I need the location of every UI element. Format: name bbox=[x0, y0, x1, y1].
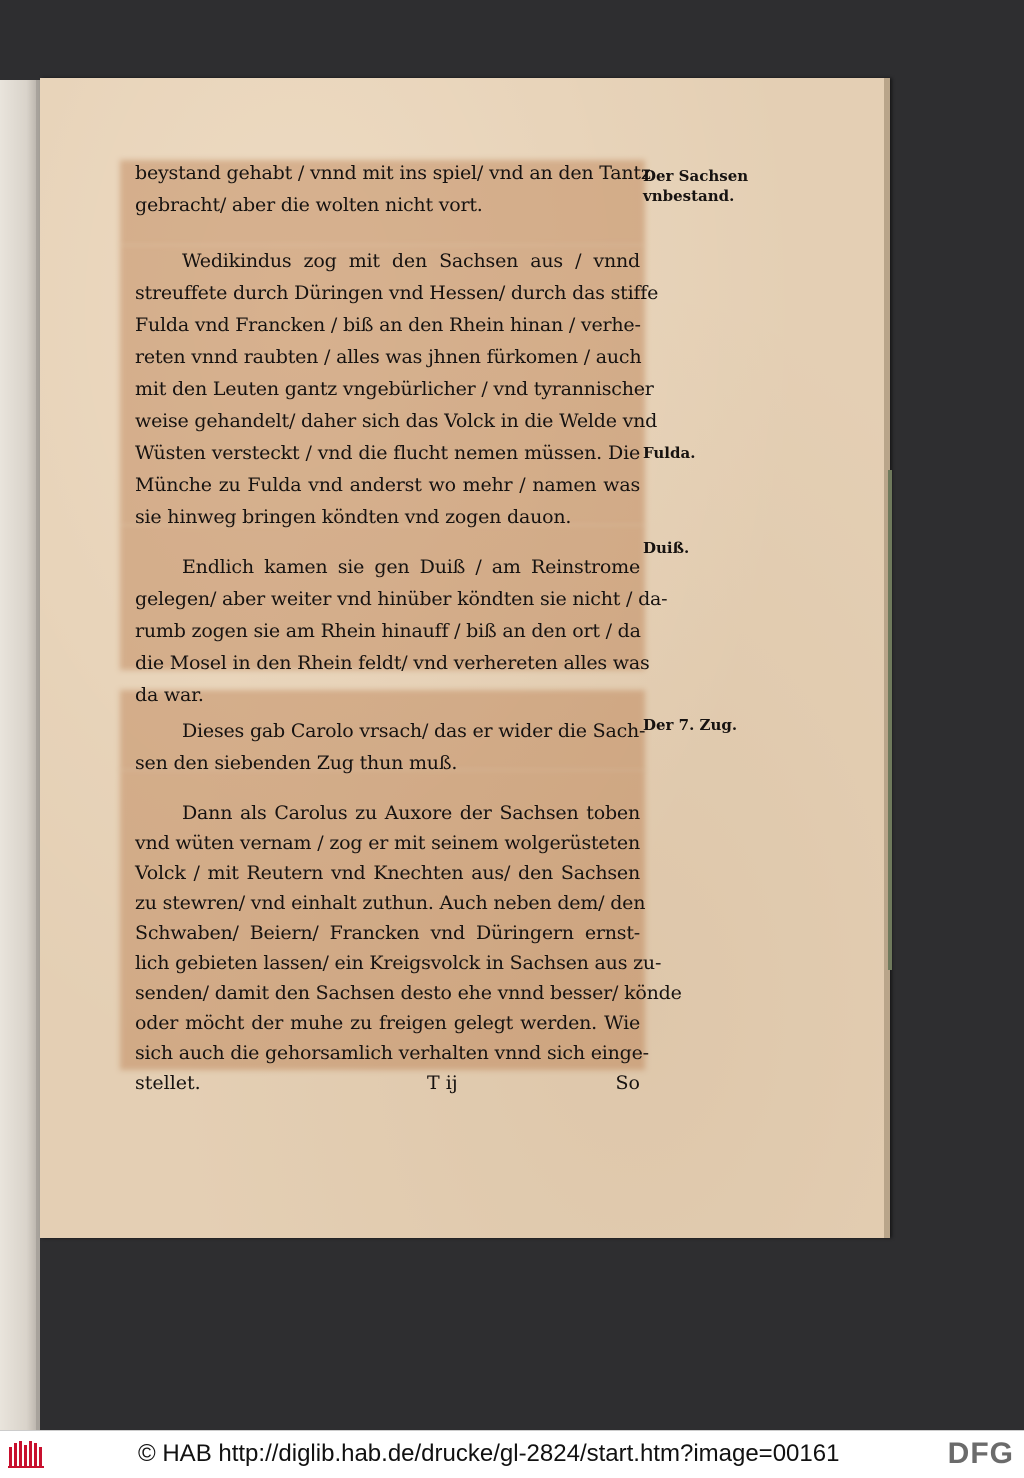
text-line: Dann als Carolus zu Auxore der Sachsen toben bbox=[182, 802, 640, 824]
text-line: streuffete durch Düringen vnd Hessen/ durch das stiffe bbox=[135, 282, 659, 304]
copyright-url[interactable]: © HAB http://diglib.hab.de/drucke/gl-2824/start.htm?image=00161 bbox=[138, 1440, 840, 1467]
last-word: stellet. bbox=[135, 1072, 201, 1094]
text-line: zu stewren/ vnd einhalt zuthun. Auch neben dem/ den bbox=[135, 892, 646, 914]
text-line: gebracht/ aber die wolten nicht vort. bbox=[135, 194, 483, 216]
text-line: senden/ damit den Sachsen desto ehe vnnd besser/ könde bbox=[135, 982, 682, 1004]
text-line: sich auch die gehorsamlich verhalten vnnd sich einge- bbox=[135, 1042, 649, 1064]
text-line: oder möcht der muhe zu freigen gelegt werden. Wie bbox=[135, 1012, 640, 1034]
text-line: weise gehandelt/ daher sich das Volck in die Welde vnd bbox=[135, 410, 658, 432]
dfg-logo: DFG bbox=[947, 1437, 1014, 1470]
margin-note: Der Sachsen bbox=[643, 167, 749, 185]
text-line: gelegen/ aber weiter vnd hinüber köndten sie nicht / da- bbox=[135, 588, 668, 610]
margin-note: vnbestand. bbox=[643, 187, 735, 205]
text-line: rumb zogen sie am Rhein hinauff / biß an den ort / da bbox=[135, 620, 641, 642]
text-line: die Mosel in den Rhein feldt/ vnd verhereten alles was bbox=[135, 652, 650, 674]
text-line: Wüsten versteckt / vnd die flucht nemen müssen. Die bbox=[135, 442, 640, 464]
text-line: Wedikindus zog mit den Sachsen aus / vnnd bbox=[182, 250, 640, 272]
margin-note: Der 7. Zug. bbox=[643, 716, 738, 734]
credit-bar bbox=[0, 1430, 1024, 1478]
text-line: Fulda vnd Francken / biß an den Rhein hinan / verhe- bbox=[135, 314, 641, 336]
text-line: vnd wüten vernam / zog er mit seinem wolgerüsteten bbox=[135, 832, 640, 854]
text-line: mit den Leuten gantz vngebürlicher / vnd tyrannischer bbox=[135, 378, 654, 400]
catchword: So bbox=[615, 1072, 640, 1094]
margin-note: Duiß. bbox=[643, 539, 690, 557]
text-line: lich gebieten lassen/ ein Kreigsvolck in Sachsen aus zu- bbox=[135, 952, 662, 974]
text-line: reten vnnd raubten / alles was jhnen fürkomen / auch bbox=[135, 346, 642, 368]
text-line: Endlich kamen sie gen Duiß / am Reinstrome bbox=[182, 556, 640, 578]
hab-logo-icon bbox=[8, 1439, 48, 1469]
page-edge-tint bbox=[888, 470, 892, 970]
signature-mark: T ij bbox=[427, 1072, 458, 1094]
previous-page-edge bbox=[0, 80, 38, 1440]
text-line: sie hinweg bringen köndten vnd zogen dauon. bbox=[135, 506, 572, 528]
margin-note: Fulda. bbox=[643, 444, 696, 462]
text-line: sen den siebenden Zug thun muß. bbox=[135, 752, 458, 774]
text-line: Volck / mit Reutern vnd Knechten aus/ den Sachsen bbox=[135, 862, 640, 884]
text-line: da war. bbox=[135, 684, 204, 706]
text-line: Münche zu Fulda vnd anderst wo mehr / namen was bbox=[135, 474, 640, 496]
text-line: beystand gehabt / vnnd mit ins spiel/ vnd an den Tantz bbox=[135, 162, 651, 184]
text-line: Dieses gab Carolo vrsach/ das er wider die Sach- bbox=[182, 720, 646, 742]
text-line: Schwaben/ Beiern/ Francken vnd Düringern ernst- bbox=[135, 922, 640, 944]
